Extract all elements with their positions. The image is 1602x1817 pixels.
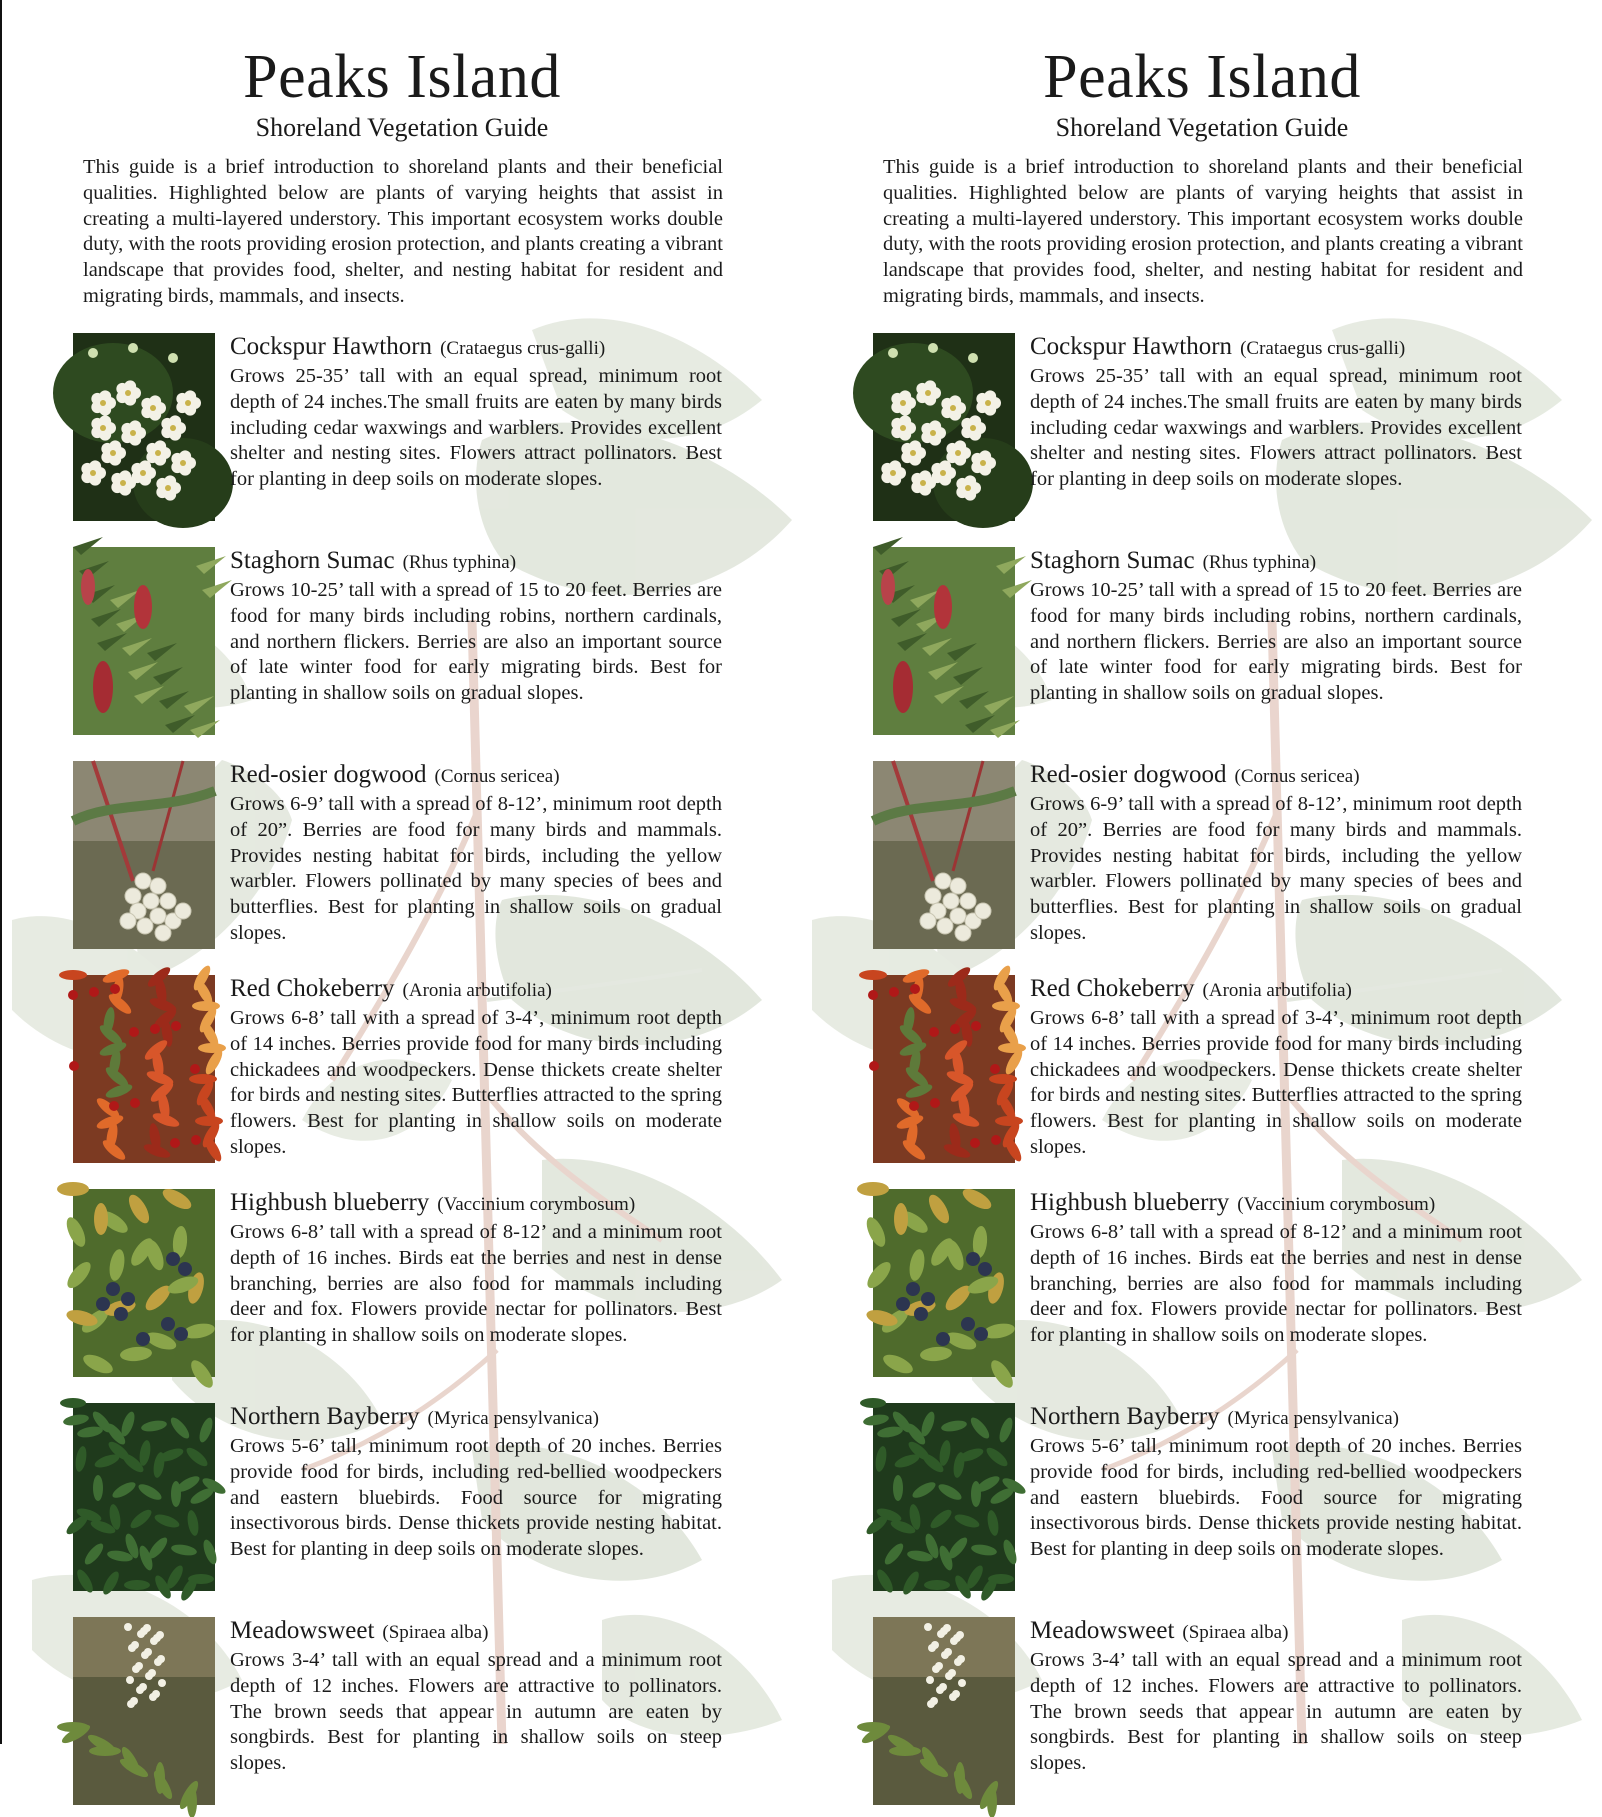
plant-text	[1030, 333, 1522, 493]
meadowsweet-photo	[873, 1617, 1015, 1805]
guide-content	[802, 0, 1602, 1775]
plant-text	[1030, 1189, 1522, 1349]
blueberry-photo	[73, 1189, 215, 1377]
guide-intro: This guide is a brief introduction to shoreland plants and their beneficial qualities. Highlighted below are plants of varying heights that assist in creating a multi-layered understory. This important ecosystem works double duty, with the roots providing erosion protection, and plants creating a vibrant landscape that provides food, shelter, and nesting habitat for resident and migrating birds, mammals, and insects.	[883, 156, 1523, 307]
plant-common-name: Highbush blueberry	[230, 1189, 430, 1216]
meadowsweet-photo	[73, 1617, 215, 1805]
plant-entry	[873, 975, 1533, 1175]
plant-entry	[873, 547, 1533, 747]
plant-common-name: Red Chokeberry	[1030, 975, 1195, 1002]
guide-subtitle: Shoreland Vegetation Guide	[1055, 113, 1349, 142]
plant-scientific-name: (Crataegus crus-galli)	[440, 338, 606, 359]
chokeberry-photo	[873, 975, 1015, 1163]
plant-description: Grows 5-6’ tall, minimum root depth of 20 inches. Berries provide food for birds, including red-bellied woodpeckers and eastern bluebirds. Food source for migrating insectivorous birds. Dense thickets provide nesting habitat. Best for planting in deep soils on moderate slopes.	[1030, 1435, 1522, 1561]
plant-scientific-name: (Aronia arbutifolia)	[402, 980, 552, 1001]
plant-name-line	[1030, 761, 1522, 792]
plant-text	[230, 761, 722, 947]
plant-text	[230, 333, 722, 493]
plant-scientific-name: (Spiraea alba)	[382, 1622, 489, 1643]
guide-panel-left	[2, 0, 802, 1775]
guide-panel-right	[802, 0, 1602, 1775]
plant-description: Grows 3-4’ tall with an equal spread and a minimum root depth of 12 inches. Flowers are attractive to pollinators. The brown seeds that appear in autumn are eaten by songbirds. Best for planting in shallow soils on steep slopes.	[1030, 1649, 1522, 1775]
plant-common-name: Meadowsweet	[1030, 1617, 1175, 1644]
plant-description: Grows 6-8’ tall with a spread of 8-12’ and a minimum root depth of 16 inches. Birds eat the berries and nest in dense branching, berries are also food for mammals including deer and fox. Flowers provide nectar for pollinators. Best for planting in shallow soils on moderate slopes.	[230, 1221, 722, 1347]
plant-name-line	[230, 761, 722, 792]
bayberry-photo	[873, 1403, 1015, 1591]
plant-description: Grows 6-8’ tall with a spread of 3-4’, minimum root depth of 14 inches. Berries provide food for many birds including chickadees and woodpeckers. Dense thickets create shelter for birds and nesting sites. Butterflies attracted to the spring flowers. Best for planting in shallow soils on moderate slopes.	[230, 1007, 722, 1158]
plant-text	[1030, 761, 1522, 947]
plant-name-line	[1030, 975, 1522, 1006]
plant-text	[1030, 1403, 1522, 1563]
plant-scientific-name: (Cornus sericea)	[434, 766, 560, 787]
plant-scientific-name: (Myrica pensylvanica)	[1227, 1408, 1399, 1429]
plant-description: Grows 6-8’ tall with a spread of 3-4’, minimum root depth of 14 inches. Berries provide food for many birds including chickadees and woodpeckers. Dense thickets create shelter for birds and nesting sites. Butterflies attracted to the spring flowers. Best for planting in shallow soils on moderate slopes.	[1030, 1007, 1522, 1158]
blueberry-photo	[873, 1189, 1015, 1377]
plant-common-name: Highbush blueberry	[1030, 1189, 1230, 1216]
plant-description: Grows 6-8’ tall with a spread of 8-12’ and a minimum root depth of 16 inches. Birds eat the berries and nest in dense branching, berries are also food for mammals including deer and fox. Flowers provide nectar for pollinators. Best for planting in shallow soils on moderate slopes.	[1030, 1221, 1522, 1347]
sumac-photo	[73, 547, 215, 735]
plant-description: Grows 6-9’ tall with a spread of 8-12’, minimum root depth of 20”. Berries are food for many birds and mammals. Provides nesting habitat for birds, including the yellow warbler. Flowers pollinated by many species of bees and butterflies. Best for planting in shallow soils on gradual slopes.	[1030, 793, 1522, 944]
sumac-photo	[873, 547, 1015, 735]
plant-scientific-name: (Rhus typhina)	[1202, 552, 1317, 573]
plant-entry	[73, 1189, 733, 1389]
plant-text	[230, 975, 722, 1161]
plant-text	[1030, 547, 1522, 707]
plant-name-line	[230, 547, 722, 578]
plant-entry	[73, 975, 733, 1175]
plant-name-line	[230, 333, 722, 364]
plant-name-line	[230, 1189, 722, 1220]
dogwood-photo	[73, 761, 215, 949]
plant-scientific-name: (Aronia arbutifolia)	[1202, 980, 1352, 1001]
plant-entry	[873, 333, 1533, 533]
plant-entry	[73, 333, 733, 533]
plant-common-name: Meadowsweet	[230, 1617, 375, 1644]
plant-text	[230, 1617, 722, 1777]
plant-common-name: Northern Bayberry	[230, 1403, 420, 1430]
guide-content	[2, 0, 802, 1775]
plant-scientific-name: (Crataegus crus-galli)	[1240, 338, 1406, 359]
plant-description: Grows 5-6’ tall, minimum root depth of 20 inches. Berries provide food for birds, including red-bellied woodpeckers and eastern bluebirds. Food source for migrating insectivorous birds. Dense thickets provide nesting habitat. Best for planting in deep soils on moderate slopes.	[230, 1435, 722, 1561]
plant-description: Grows 6-9’ tall with a spread of 8-12’, minimum root depth of 20”. Berries are food for many birds and mammals. Provides nesting habitat for birds, including the yellow warbler. Flowers pollinated by many species of bees and butterflies. Best for planting in shallow soils on gradual slopes.	[230, 793, 722, 944]
hawthorn-photo	[873, 333, 1015, 521]
plant-text	[1030, 975, 1522, 1161]
plant-text	[230, 1189, 722, 1349]
plant-scientific-name: (Cornus sericea)	[1234, 766, 1360, 787]
plant-common-name: Red-osier dogwood	[230, 761, 427, 788]
guide-intro: This guide is a brief introduction to shoreland plants and their beneficial qualities. Highlighted below are plants of varying heights that assist in creating a multi-layered understory. This important ecosystem works double duty, with the roots providing erosion protection, and plants creating a vibrant landscape that provides food, shelter, and nesting habitat for resident and migrating birds, mammals, and insects.	[83, 156, 723, 307]
plant-description: Grows 25-35’ tall with an equal spread, minimum root depth of 24 inches.The small fruits are eaten by many birds including cedar waxwings and warblers. Provides excellent shelter and nesting sites. Flowers attract pollinators. Best for planting in deep soils on moderate slopes.	[230, 365, 722, 491]
plant-text	[230, 1403, 722, 1563]
bayberry-photo	[73, 1403, 215, 1591]
plant-name-line	[1030, 333, 1522, 364]
plant-description: Grows 10-25’ tall with a spread of 15 to 20 feet. Berries are food for many birds including robins, northern cardinals, and northern flickers. Berries are also an important source of late winter food for early migrating birds. Best for planting in shallow soils on gradual slopes.	[1030, 579, 1522, 705]
plant-common-name: Cockspur Hawthorn	[230, 333, 433, 360]
plant-description: Grows 3-4’ tall with an equal spread and a minimum root depth of 12 inches. Flowers are attractive to pollinators. The brown seeds that appear in autumn are eaten by songbirds. Best for planting in shallow soils on steep slopes.	[230, 1649, 722, 1775]
plant-common-name: Red Chokeberry	[230, 975, 395, 1002]
plant-scientific-name: (Vaccinium corymbosum)	[437, 1194, 636, 1215]
dogwood-photo	[873, 761, 1015, 949]
plant-text	[1030, 1617, 1522, 1777]
plant-description: Grows 25-35’ tall with an equal spread, minimum root depth of 24 inches.The small fruits are eaten by many birds including cedar waxwings and warblers. Provides excellent shelter and nesting sites. Flowers attract pollinators. Best for planting in deep soils on moderate slopes.	[1030, 365, 1522, 491]
plant-scientific-name: (Vaccinium corymbosum)	[1237, 1194, 1436, 1215]
chokeberry-photo	[73, 975, 215, 1163]
plant-common-name: Red-osier dogwood	[1030, 761, 1227, 788]
plant-common-name: Staghorn Sumac	[230, 547, 395, 574]
plant-text	[230, 547, 722, 707]
plant-name-line	[230, 1617, 722, 1648]
plant-entry	[73, 547, 733, 747]
plant-scientific-name: (Rhus typhina)	[402, 552, 517, 573]
plant-entry	[73, 1403, 733, 1603]
plant-name-line	[230, 975, 722, 1006]
plant-entry	[873, 1617, 1533, 1817]
plant-entry	[73, 761, 733, 961]
plant-name-line	[1030, 1189, 1522, 1220]
plant-description: Grows 10-25’ tall with a spread of 15 to 20 feet. Berries are food for many birds including robins, northern cardinals, and northern flickers. Berries are also an important source of late winter food for early migrating birds. Best for planting in shallow soils on gradual slopes.	[230, 579, 722, 705]
hawthorn-photo	[73, 333, 215, 521]
guide-title: Peaks Island	[243, 43, 561, 111]
plant-entry	[873, 1403, 1533, 1603]
plant-scientific-name: (Spiraea alba)	[1182, 1622, 1289, 1643]
plant-common-name: Northern Bayberry	[1030, 1403, 1220, 1430]
plant-scientific-name: (Myrica pensylvanica)	[427, 1408, 599, 1429]
guide-subtitle: Shoreland Vegetation Guide	[255, 113, 549, 142]
plant-entry	[73, 1617, 733, 1817]
guide-title: Peaks Island	[1043, 43, 1361, 111]
plant-common-name: Cockspur Hawthorn	[1030, 333, 1233, 360]
plant-common-name: Staghorn Sumac	[1030, 547, 1195, 574]
plant-name-line	[1030, 1403, 1522, 1434]
plant-name-line	[1030, 1617, 1522, 1648]
plant-entry	[873, 1189, 1533, 1389]
plant-name-line	[230, 1403, 722, 1434]
plant-entry	[873, 761, 1533, 961]
plant-name-line	[1030, 547, 1522, 578]
